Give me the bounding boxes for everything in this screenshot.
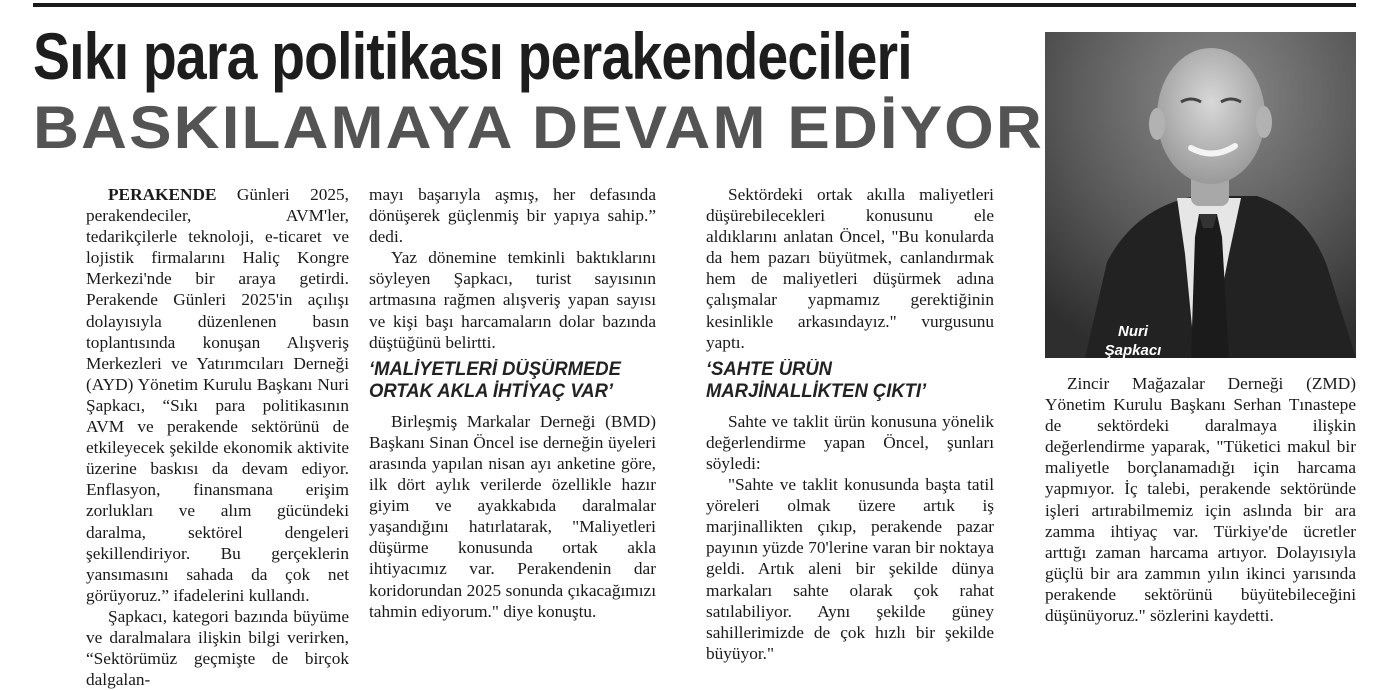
article-column-4 [1045,373,1356,626]
article-column-3 [706,184,994,664]
paragraph-sapkaci-continued: mayı başarıyla aşmış, her defasında dönüşerek güçlenmiş bir yapıya sahip.” dedi. [369,185,656,247]
paragraph-zmd: Zincir Mağazalar Derneği (ZMD) Yönetim Kurulu Başkanı Serhan Tınastepe de sektördeki daralmaya ilişkin değerlendirme yaparak, "Tüketici makul bir maliyetle borçlanamadığı için harcama yapmıyor. İç talebi, perakende sektöründe işleri artırabilmemiz için aslında bir ara zamma ihtiyaç var. Türkiye'de ücretler arttığı zaman harcama artıyor. Dolayısıyla güçlü bir ara zammın yılın ikinci yarısında perakende sektörünü büyütebileceğini düşünüyoruz." sözlerini kaydetti. [1045,374,1356,626]
portrait-illustration [1045,32,1356,358]
article-column-2 [369,184,656,622]
paragraph-common-sense: Sektördeki ortak akılla maliyetleri düşürebilecekleri konusunu ele aldıklarını anlatan Öncel, "Bu konularda da hem pazarı büyütmek, canlandırmak hem de maliyetleri düşürmek adına çalışmalar yapmamız gerektiğinin kesinlikle arkasındayız." vurgusunu yaptı. [706,185,994,352]
intro-text: Günleri 2025, perakendeciler, AVM'ler, tedarikçilerle teknoloji, e-ticaret ve lojistik firmalarını Haliç Kongre Merkezi'nde bir araya getirdi. Perakende Günleri 2025'in açılışı dolayısıyla düzenlenen basın toplantısında konuşan Alışveriş Merkezleri ve Yatırımcıları Derneği (AYD) Yönetim Kurulu Başkanı Nuri Şapkacı, “Sıkı para politikasının AVM ve perakende sektörünü de etkileyecek şekilde ekonomik aktivite üzerine baskısı da devam ediyor. Enflasyon, finansmana erişim zorlukları ve alım gücündeki daralma, sektörel dengeleri şekillendiriyor. Bu gerçeklerin yansımasını sahada da çok net görüyoruz.” ifadelerini kullandı. [86,185,349,605]
paragraph-sapkaci-categories: Şapkacı, kategori bazında büyüme ve daralmalara ilişkin bilgi verirken, “Sektörümüz geçmişte de birçok dalgalan- [86,606,349,690]
headline-line-1: Sıkı para politikası perakendecileri [33,19,912,93]
paragraph-bmd-survey: Birleşmiş Markalar Derneği (BMD) Başkanı Sinan Öncel ise derneğin üyeleri arasında yapılan nisan ayı anketine göre, ilk dört aylık verilerde özellikle hazır giyim ve ayakkabıda daralmalar yaşandığını hatırlatarak, "Maliyetleri düşürme konusunda ortak akla ihtiyacımız var. Perakendenin dar koridorundan 2025 sonunda çıkacağımızı tahmin ediyorum." diye konuştu. [369,411,656,621]
portrait-photo [1045,32,1356,358]
lead-word: PERAKENDE [108,185,217,204]
paragraph-counterfeit-intro: Sahte ve taklit ürün konusuna yönelik değerlendirme yapan Öncel, şunları söyledi: [706,411,994,473]
caption-first-name: Nuri [1118,323,1148,340]
subheading-costs: ‘MALİYETLERİ DÜŞÜRMEDE ORTAK AKLA İHTİYAÇ VAR’ [369,358,621,402]
paragraph-intro [86,184,349,606]
subheading-counterfeit: ‘SAHTE ÜRÜN MARJİNALLİKTEN ÇIKTI’ [706,358,927,402]
caption-last-name: Şapkacı [1104,342,1162,359]
photo-caption [1093,322,1173,360]
paragraph-counterfeit-quote: "Sahte ve taklit konusunda başta tatil yöreleri olmak üzere artık iş marjinallikten çıkıp, perakende pazar payının yüzde 70'lerine varan bir noktaya geldi. Artık aleni bir şekilde dünya markaları sahte olarak çok rahat satılabiliyor. Aynı şekilde güney sahillerimizde de çok hızlı bir şekilde büyüyor." [706,475,994,663]
paragraph-summer-outlook: Yaz dönemine temkinli baktıklarını söyleyen Şapkacı, turist sayısının artmasına rağmen alışveriş yapan sayısı ve kişi başı harcamaların dolar bazında düştüğünü belirtti. [369,248,656,352]
top-rule [33,3,1356,7]
headline [33,18,1044,162]
headline-line-2: BASKILAMAYA DEVAM EDİYOR [33,94,1044,161]
article-column-1 [86,184,349,690]
